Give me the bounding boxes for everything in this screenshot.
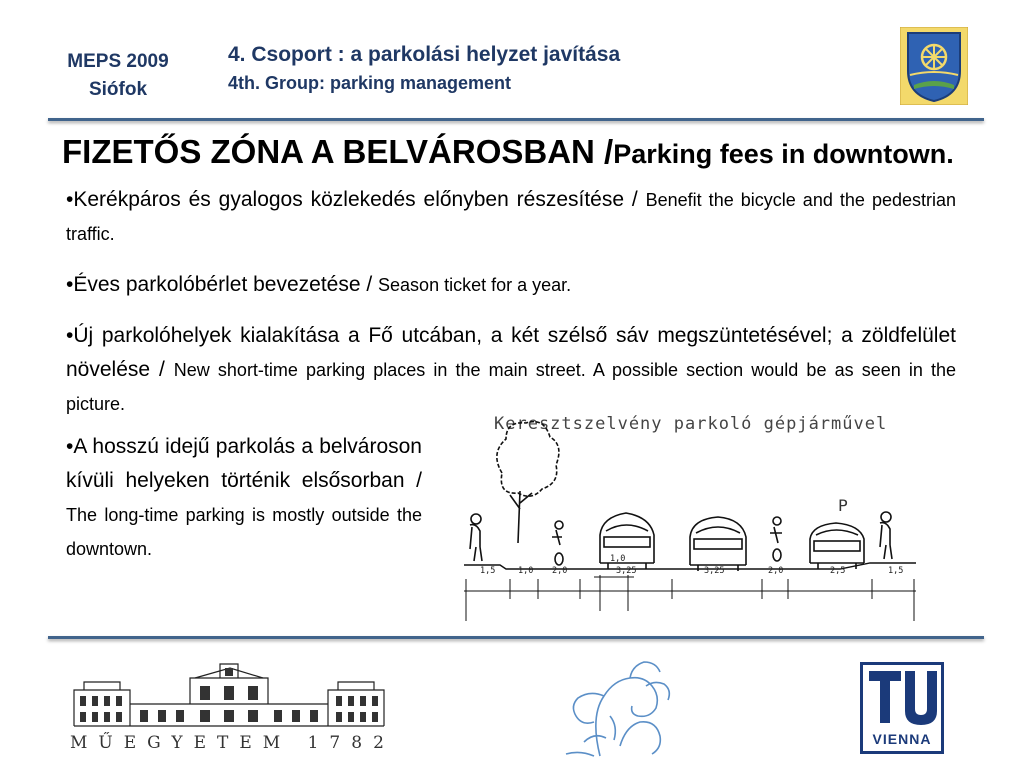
bullet-text-hu: •Kerékpáros és gyalogos közlekedés előnyben részesítése / (66, 188, 646, 211)
bullet-text-hu: •Éves parkolóbérlet bevezetése / (66, 273, 379, 296)
bullet-text-hu: •Új parkolóhelyek kialakítása a Fő utcában, a két szélső sáv megszüntetésével; a zöldfelület növelése / (66, 324, 956, 381)
tu-vienna-text: VIENNA (872, 731, 932, 747)
tu-vienna-logo (860, 662, 944, 754)
bullet-item (66, 183, 956, 251)
dim-label-4: 3,25 (616, 566, 637, 576)
bullet-text-en: Season ticket for a year. (378, 275, 572, 295)
dim-label-3: 2,0 (552, 566, 568, 576)
group-title-en: 4th. Group: parking management (228, 73, 512, 93)
tu-letters-icon (867, 667, 937, 729)
group-title (228, 40, 620, 96)
slide-title-sub: Parking fees in downtown. (613, 139, 954, 169)
siofok-crest-logo (900, 27, 968, 105)
cyclist-middle-icon (770, 517, 782, 561)
group-title-hu: 4. Csoport : a parkolási helyzet javítása (228, 43, 621, 66)
street-cross-section-diagram (440, 413, 960, 631)
bullet-item (66, 430, 422, 566)
bullet-item (66, 268, 956, 302)
bullet-text-en: The long-time parking is mostly outside the downtown. (66, 505, 422, 559)
dim-label-2: 1,0 (518, 566, 534, 576)
bme-logo-text: MŰEGYETEM 1782 (70, 733, 395, 753)
footer-divider (48, 636, 984, 639)
dim-label-8: 2,5 (830, 566, 846, 576)
header-divider (48, 118, 984, 121)
event-location: Siófok (88, 79, 148, 100)
pedestrian-right-icon (880, 512, 892, 559)
dim-label-6: 3,25 (704, 566, 725, 576)
dim-label-9: 1,5 (888, 566, 904, 576)
cyclist-left-icon (552, 521, 563, 565)
slide-title-main: FIZETŐS ZÓNA A BELVÁROSBAN / (62, 133, 614, 170)
bullet-text-hu: •A hosszú idejű parkolás a belvároson kívüli helyeken történik elsősorban / (66, 435, 422, 492)
dim-label-1: 1,5 (480, 566, 496, 576)
bullet-item (66, 319, 956, 421)
event-name: MEPS 2009 (67, 51, 169, 72)
car-right-icon (810, 523, 864, 569)
bullet-text-en: Benefit the bicycle and the pedestrian traffic. (66, 190, 956, 244)
dim-label-5: 1,0 (610, 554, 626, 564)
event-label (48, 48, 188, 104)
diagram-caption: Keresztszelvény parkoló gépjárművel (494, 414, 888, 434)
dim-label-7: 2,0 (768, 566, 784, 576)
slide-title (62, 130, 954, 176)
bullet-text-en: New short-time parking places in the main street. A possible section would be as seen in the picture. (66, 360, 956, 414)
parking-sign-label: P (838, 496, 848, 515)
car-left-icon (600, 513, 654, 569)
pedestrian-left-icon (470, 514, 482, 561)
tree-icon (497, 422, 559, 543)
czech-lion-logo (560, 656, 680, 762)
car-middle-icon (690, 517, 746, 571)
